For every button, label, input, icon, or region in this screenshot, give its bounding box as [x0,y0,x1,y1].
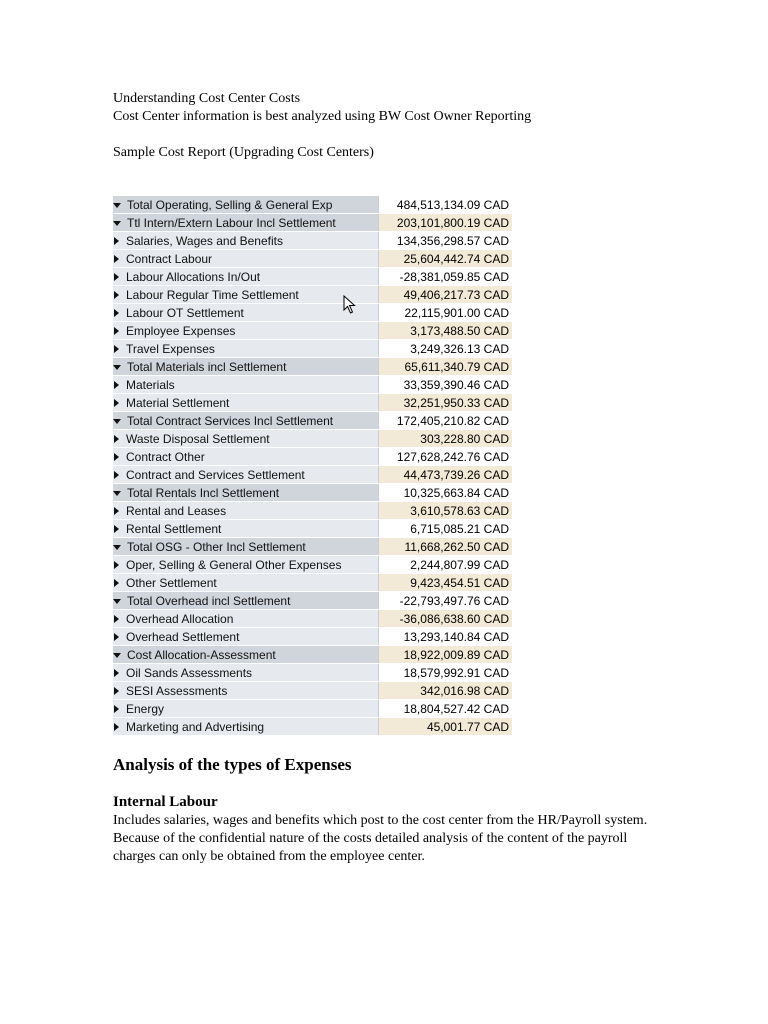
report-row [113,286,512,304]
report-row-label-cell[interactable] [113,538,378,556]
report-row-label: Other Settlement [126,575,217,590]
report-row-label: Energy [126,701,165,716]
report-row [113,520,512,538]
triangle-right-icon[interactable] [114,255,119,263]
doc-title: Understanding Cost Center Costs [113,91,301,106]
report-row [113,502,512,520]
report-row [113,448,512,466]
report-row-label-cell[interactable] [113,592,378,610]
triangle-down-icon[interactable] [113,365,121,370]
report-row-label: Total Materials incl Settlement [127,359,287,374]
internal-labour-paragraph: Includes salaries, wages and benefits which post to the cost center from the HR/Payroll system. Because of the confidential nature of the costs detailed analysis of the content of the payroll charges can only be obtained from the employee center. [113,813,648,864]
report-row-label: Total Overhead incl Settlement [127,593,291,608]
report-row-value: 484,513,134.09 CAD [378,196,512,214]
report-row-label: Contract Labour [126,251,213,266]
report-row-label: Oil Sands Assessments [126,665,253,680]
report-row [113,412,512,430]
triangle-right-icon[interactable] [114,309,119,317]
report-row-label-cell[interactable] [113,376,378,394]
report-row [113,232,512,250]
report-row [113,700,512,718]
report-row-label: Material Settlement [126,395,230,410]
report-row-label: SESI Assessments [126,683,228,698]
report-row-label-cell[interactable] [113,682,378,700]
report-row-value: 303,228.80 CAD [378,430,512,448]
report-row [113,682,512,700]
report-row-label: Contract Other [126,449,205,464]
triangle-right-icon[interactable] [114,723,119,731]
triangle-right-icon[interactable] [114,471,119,479]
report-row-value: 10,325,663.84 CAD [378,484,512,502]
report-row-label-cell[interactable] [113,250,378,268]
report-row-label-cell[interactable] [113,520,378,538]
report-row-value: 45,001.77 CAD [378,718,512,736]
triangle-right-icon[interactable] [114,669,119,677]
report-row [113,610,512,628]
triangle-right-icon[interactable] [114,687,119,695]
report-row-value: 3,610,578.63 CAD [378,502,512,520]
report-caption: Sample Cost Report (Upgrading Cost Centers) [113,145,374,160]
report-row-label-cell[interactable] [113,628,378,646]
report-row [113,196,512,214]
report-row-label-cell[interactable] [113,466,378,484]
report-row-label: Oper, Selling & General Other Expenses [126,557,342,572]
triangle-right-icon[interactable] [114,453,119,461]
report-row [113,466,512,484]
report-row-label: Labour OT Settlement [126,305,244,320]
report-row-value: 22,115,901.00 CAD [378,304,512,322]
report-row-value: 11,668,262.50 CAD [378,538,512,556]
report-row [113,376,512,394]
triangle-right-icon[interactable] [114,399,119,407]
triangle-right-icon[interactable] [114,435,119,443]
report-row [113,574,512,592]
report-row-label-cell[interactable] [113,718,378,736]
report-row-label-cell[interactable] [113,358,378,376]
analysis-heading: Analysis of the types of Expenses [113,755,352,774]
report-row [113,430,512,448]
triangle-right-icon[interactable] [114,561,119,569]
report-row-value: 3,249,326.13 CAD [378,340,512,358]
internal-labour-heading: Internal Labour [113,794,218,810]
report-row-label: Labour Regular Time Settlement [126,287,299,302]
cost-report-table [113,196,512,736]
report-row-value: 342,016.98 CAD [378,682,512,700]
report-row-label: Travel Expenses [126,341,215,356]
report-row-value: 32,251,950.33 CAD [378,394,512,412]
report-row-value: 203,101,800.19 CAD [378,214,512,232]
report-row-label: Labour Allocations In/Out [126,269,261,284]
report-row-label: Rental Settlement [126,521,222,536]
report-row [113,718,512,736]
triangle-right-icon[interactable] [114,705,119,713]
report-row-label-cell[interactable] [113,646,378,664]
report-row [113,556,512,574]
triangle-right-icon[interactable] [114,327,119,335]
report-row [113,250,512,268]
report-row-label: Overhead Settlement [126,629,240,644]
report-row-value: 6,715,085.21 CAD [378,520,512,538]
report-row-label: Rental and Leases [126,503,227,518]
triangle-right-icon[interactable] [114,381,119,389]
triangle-down-icon[interactable] [113,653,121,658]
report-row-label: Cost Allocation-Assessment [127,647,276,662]
report-row-value: 44,473,739.26 CAD [378,466,512,484]
triangle-right-icon[interactable] [114,525,119,533]
report-row-value: 172,405,210.82 CAD [378,412,512,430]
report-row-label: Employee Expenses [126,323,236,338]
report-row [113,214,512,232]
report-row-label-cell[interactable] [113,430,378,448]
report-row-label-cell[interactable] [113,556,378,574]
report-row [113,322,512,340]
triangle-right-icon[interactable] [114,237,119,245]
report-row-label-cell[interactable] [113,700,378,718]
report-row-label-cell[interactable] [113,664,378,682]
report-row-label: Materials [126,377,175,392]
report-row-label: Salaries, Wages and Benefits [126,233,283,248]
report-row-value: 13,293,140.84 CAD [378,628,512,646]
report-row-label-cell[interactable] [113,574,378,592]
report-row-value: 134,356,298.57 CAD [378,232,512,250]
triangle-right-icon[interactable] [114,273,119,281]
report-row-value: 18,579,992.91 CAD [378,664,512,682]
report-row-label: Ttl Intern/Extern Labour Incl Settlement [127,215,336,230]
report-row-value: 25,604,442.74 CAD [378,250,512,268]
report-row-value: 65,611,340.79 CAD [378,358,512,376]
report-row-label: Marketing and Advertising [126,719,265,734]
report-row-value: 127,628,242.76 CAD [378,448,512,466]
report-row [113,646,512,664]
triangle-right-icon[interactable] [114,291,119,299]
report-row-label: Total Contract Services Incl Settlement [127,413,334,428]
report-row-label-cell[interactable] [113,340,378,358]
report-row-label-cell[interactable] [113,484,378,502]
report-row [113,628,512,646]
report-row-value: 33,359,390.46 CAD [378,376,512,394]
report-row-value: 18,804,527.42 CAD [378,700,512,718]
triangle-down-icon[interactable] [113,221,121,226]
report-row [113,358,512,376]
report-row-label-cell[interactable] [113,322,378,340]
report-row-value: -22,793,497.76 CAD [378,592,512,610]
report-row-label-cell[interactable] [113,412,378,430]
report-row-label: Total Rentals Incl Settlement [127,485,280,500]
triangle-down-icon[interactable] [113,419,121,424]
report-row-label-cell[interactable] [113,214,378,232]
report-row [113,484,512,502]
report-row-value: -36,086,638.60 CAD [378,610,512,628]
report-row-label-cell[interactable] [113,502,378,520]
report-row-label: Contract and Services Settlement [126,467,305,482]
triangle-right-icon[interactable] [114,507,119,515]
report-row-label: Overhead Allocation [126,611,234,626]
report-row-label-cell[interactable] [113,448,378,466]
report-row-label-cell[interactable] [113,610,378,628]
report-row-label-cell[interactable] [113,268,378,286]
report-row-label-cell[interactable] [113,232,378,250]
report-row-label: Total Operating, Selling & General Exp [127,197,333,212]
document-page [113,90,673,866]
report-row-value: 2,244,807.99 CAD [378,556,512,574]
report-row-value: 49,406,217.73 CAD [378,286,512,304]
triangle-right-icon[interactable] [114,633,119,641]
report-row-label-cell[interactable] [113,196,378,214]
report-row-value: 18,922,009.89 CAD [378,646,512,664]
triangle-right-icon[interactable] [114,615,119,623]
report-row [113,394,512,412]
report-row [113,268,512,286]
report-row-label: Waste Disposal Settlement [126,431,270,446]
doc-intro: Cost Center information is best analyzed using BW Cost Owner Reporting [113,109,532,124]
report-row-label-cell[interactable] [113,304,378,322]
triangle-right-icon[interactable] [114,345,119,353]
report-row [113,592,512,610]
triangle-down-icon[interactable] [113,491,121,496]
report-row-value: 3,173,488.50 CAD [378,322,512,340]
report-row-label-cell[interactable] [113,286,378,304]
triangle-down-icon[interactable] [113,203,121,208]
report-row-value: -28,381,059.85 CAD [378,268,512,286]
triangle-right-icon[interactable] [114,579,119,587]
report-row-label: Total OSG - Other Incl Settlement [127,539,306,554]
report-row-label-cell[interactable] [113,394,378,412]
report-row [113,340,512,358]
report-row-value: 9,423,454.51 CAD [378,574,512,592]
report-row [113,538,512,556]
triangle-down-icon[interactable] [113,599,121,604]
mouse-pointer-icon [343,295,357,315]
triangle-down-icon[interactable] [113,545,121,550]
report-row [113,304,512,322]
report-row [113,664,512,682]
